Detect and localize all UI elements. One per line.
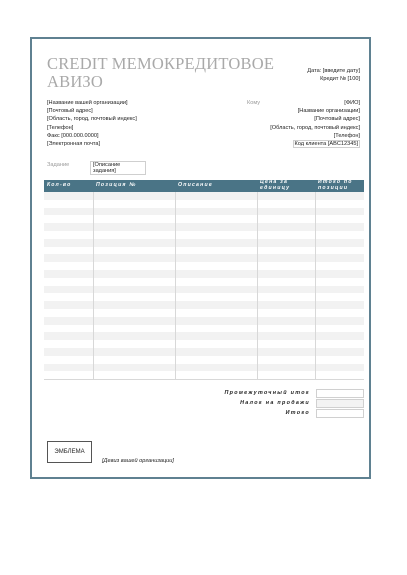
table-cell[interactable] xyxy=(175,286,257,294)
sender-fax[interactable]: Факс [000.000.0000] xyxy=(47,132,99,139)
sender-org-name[interactable]: [Название вашей организации] xyxy=(47,100,128,106)
table-cell[interactable] xyxy=(315,208,364,216)
table-cell[interactable] xyxy=(257,309,315,317)
total-row xyxy=(44,409,364,419)
table-cell[interactable] xyxy=(93,340,175,348)
table-cell[interactable] xyxy=(315,270,364,278)
table-cell[interactable] xyxy=(93,270,175,278)
table-cell[interactable] xyxy=(44,239,93,247)
table-cell[interactable] xyxy=(175,293,257,301)
table-cell[interactable] xyxy=(44,270,93,278)
table-cell[interactable] xyxy=(257,325,315,333)
table-cell[interactable] xyxy=(257,301,315,309)
table-cell[interactable] xyxy=(257,356,315,364)
credit-number[interactable]: Кредит № [100] xyxy=(320,76,360,82)
total-value[interactable] xyxy=(316,409,364,418)
table-cell[interactable] xyxy=(315,239,364,247)
table-cell[interactable] xyxy=(257,293,315,301)
table-cell[interactable] xyxy=(175,270,257,278)
table-cell[interactable] xyxy=(257,239,315,247)
document-title: CREDIT МЕМОКРЕДИТОВОЕ АВИЗО xyxy=(47,54,275,91)
recipient-address[interactable]: [Почтовый адрес] xyxy=(314,116,360,123)
table-row xyxy=(44,215,364,223)
table-row xyxy=(44,301,364,309)
table-cell[interactable] xyxy=(315,325,364,333)
table-cell[interactable] xyxy=(257,192,315,200)
table-cell[interactable] xyxy=(175,192,257,200)
table-cell[interactable] xyxy=(175,223,257,231)
table-cell[interactable] xyxy=(93,317,175,325)
table-cell[interactable] xyxy=(93,332,175,340)
table-cell[interactable] xyxy=(44,231,93,239)
job-description[interactable]: [Описание задания] xyxy=(90,161,146,175)
items-table xyxy=(44,180,364,380)
table-cell[interactable] xyxy=(175,332,257,340)
total-label: Итого xyxy=(285,410,310,416)
recipient-phone[interactable]: [Телефон] xyxy=(333,132,360,139)
table-row xyxy=(44,254,364,262)
tax-label: Налог на продажи xyxy=(240,400,310,406)
table-cell[interactable] xyxy=(315,200,364,208)
table-row xyxy=(44,247,364,255)
tax-value[interactable] xyxy=(316,399,364,408)
table-cell[interactable] xyxy=(257,208,315,216)
table-cell[interactable] xyxy=(44,364,93,372)
table-cell[interactable] xyxy=(257,340,315,348)
table-row xyxy=(44,270,364,278)
table-cell[interactable] xyxy=(257,270,315,278)
table-row xyxy=(44,371,364,379)
table-cell[interactable] xyxy=(315,223,364,231)
table-cell[interactable] xyxy=(93,215,175,223)
table-cell[interactable] xyxy=(44,223,93,231)
table-cell[interactable] xyxy=(175,364,257,372)
table-cell[interactable] xyxy=(315,364,364,372)
table-row xyxy=(44,192,364,200)
table-cell[interactable] xyxy=(93,371,175,379)
subtotal-row xyxy=(44,389,364,399)
table-cell[interactable] xyxy=(93,348,175,356)
table-row xyxy=(44,364,364,372)
table-cell[interactable] xyxy=(93,247,175,255)
table-cell[interactable] xyxy=(257,223,315,231)
table-cell[interactable] xyxy=(257,332,315,340)
job-label: Задание xyxy=(47,162,70,168)
subtotal-label: Промежуточный итог xyxy=(224,390,310,396)
table-row xyxy=(44,262,364,270)
table-cell[interactable] xyxy=(175,200,257,208)
table-cell[interactable] xyxy=(44,200,93,208)
table-cell[interactable] xyxy=(315,215,364,223)
recipient-region[interactable]: [Область, город, почтовый индекс] xyxy=(270,124,360,131)
table-cell[interactable] xyxy=(93,301,175,309)
table-cell[interactable] xyxy=(257,247,315,255)
table-cell[interactable] xyxy=(93,231,175,239)
table-cell[interactable] xyxy=(175,239,257,247)
table-cell[interactable] xyxy=(315,317,364,325)
table-header-row xyxy=(44,180,364,192)
col-item-number: Позиция № xyxy=(93,180,175,192)
recipient-label: Кому xyxy=(247,100,261,106)
table-cell[interactable] xyxy=(44,208,93,216)
table-cell[interactable] xyxy=(93,200,175,208)
sender-address[interactable]: [Почтовый адрес] xyxy=(47,108,93,115)
totals-block xyxy=(44,389,364,419)
table-cell[interactable] xyxy=(44,278,93,286)
table-cell[interactable] xyxy=(257,278,315,286)
table-cell[interactable] xyxy=(44,332,93,340)
table-cell[interactable] xyxy=(175,340,257,348)
table-cell[interactable] xyxy=(257,231,315,239)
table-cell[interactable] xyxy=(93,254,175,262)
table-row xyxy=(44,223,364,231)
table-cell[interactable] xyxy=(93,293,175,301)
sender-phone[interactable]: [Телефон] xyxy=(47,124,74,131)
sender-region[interactable]: [Область, город, почтовый индекс] xyxy=(47,116,137,123)
recipient-name[interactable]: [ФИО] xyxy=(344,100,360,106)
table-cell[interactable] xyxy=(175,325,257,333)
table-cell[interactable] xyxy=(44,192,93,200)
table-cell[interactable] xyxy=(93,239,175,247)
table-row xyxy=(44,325,364,333)
table-cell[interactable] xyxy=(175,208,257,216)
table-row xyxy=(44,340,364,348)
table-cell[interactable] xyxy=(257,200,315,208)
table-cell[interactable] xyxy=(93,356,175,364)
tax-row xyxy=(44,399,364,409)
table-cell[interactable] xyxy=(175,356,257,364)
table-cell[interactable] xyxy=(175,371,257,379)
table-row xyxy=(44,309,364,317)
col-unit-price: Цена за единицу xyxy=(257,180,315,192)
table-cell[interactable] xyxy=(315,286,364,294)
table-row xyxy=(44,317,364,325)
table-cell[interactable] xyxy=(257,254,315,262)
table-cell[interactable] xyxy=(175,262,257,270)
recipient-org-name[interactable]: [Название организации] xyxy=(297,108,360,115)
table-cell[interactable] xyxy=(93,192,175,200)
table-cell[interactable] xyxy=(315,293,364,301)
table-cell[interactable] xyxy=(315,340,364,348)
table-cell[interactable] xyxy=(44,262,93,270)
sender-block xyxy=(47,99,137,148)
subtotal-value[interactable] xyxy=(316,389,364,398)
col-description: Описание xyxy=(175,180,257,192)
table-row xyxy=(44,200,364,208)
table-cell[interactable] xyxy=(175,247,257,255)
table-cell[interactable] xyxy=(175,215,257,223)
table-cell[interactable] xyxy=(175,301,257,309)
table-cell[interactable] xyxy=(93,364,175,372)
table-cell[interactable] xyxy=(93,278,175,286)
table-cell[interactable] xyxy=(175,309,257,317)
table-row xyxy=(44,293,364,301)
table-cell[interactable] xyxy=(44,215,93,223)
table-cell[interactable] xyxy=(315,371,364,379)
table-cell[interactable] xyxy=(257,286,315,294)
table-cell[interactable] xyxy=(315,301,364,309)
table-cell[interactable] xyxy=(175,317,257,325)
table-cell[interactable] xyxy=(315,192,364,200)
date-field[interactable]: Дата: [введите дату] xyxy=(307,68,360,74)
table-cell[interactable] xyxy=(44,254,93,262)
table-cell[interactable] xyxy=(44,309,93,317)
table-cell[interactable] xyxy=(93,309,175,317)
table-cell[interactable] xyxy=(93,223,175,231)
recipient-block xyxy=(270,99,360,148)
table-cell[interactable] xyxy=(257,317,315,325)
table-cell[interactable] xyxy=(44,286,93,294)
table-cell[interactable] xyxy=(257,348,315,356)
col-line-total: Итого по позиции xyxy=(315,180,364,192)
table-cell[interactable] xyxy=(44,356,93,364)
table-cell[interactable] xyxy=(44,325,93,333)
table-cell[interactable] xyxy=(257,364,315,372)
table-cell[interactable] xyxy=(44,301,93,309)
table-cell[interactable] xyxy=(257,262,315,270)
table-cell[interactable] xyxy=(44,247,93,255)
table-row xyxy=(44,356,364,364)
table-row xyxy=(44,239,364,247)
table-row xyxy=(44,278,364,286)
col-qty: Кол-во xyxy=(44,180,93,192)
table-cell[interactable] xyxy=(315,332,364,340)
table-cell[interactable] xyxy=(44,348,93,356)
table-cell[interactable] xyxy=(175,231,257,239)
company-motto[interactable]: [Девиз вашей организации] xyxy=(102,458,174,464)
client-code[interactable]: Код клиента [ABC12345] xyxy=(294,141,358,148)
table-row xyxy=(44,332,364,340)
sender-email[interactable]: [Электронная почта] xyxy=(47,141,101,148)
table-cell[interactable] xyxy=(315,254,364,262)
table-cell[interactable] xyxy=(315,309,364,317)
table-cell[interactable] xyxy=(44,317,93,325)
items-table-body xyxy=(44,192,364,380)
table-cell[interactable] xyxy=(93,286,175,294)
table-cell[interactable] xyxy=(315,231,364,239)
table-cell[interactable] xyxy=(315,356,364,364)
table-cell[interactable] xyxy=(93,325,175,333)
table-cell[interactable] xyxy=(315,247,364,255)
table-cell[interactable] xyxy=(175,348,257,356)
table-cell[interactable] xyxy=(315,348,364,356)
table-cell[interactable] xyxy=(257,371,315,379)
table-cell[interactable] xyxy=(175,254,257,262)
table-row xyxy=(44,286,364,294)
logo-placeholder[interactable]: ЭМБЛЕМА xyxy=(47,441,92,463)
table-row xyxy=(44,231,364,239)
table-cell[interactable] xyxy=(44,371,93,379)
table-cell[interactable] xyxy=(93,262,175,270)
table-cell[interactable] xyxy=(93,208,175,216)
table-cell[interactable] xyxy=(44,340,93,348)
table-cell[interactable] xyxy=(315,262,364,270)
table-cell[interactable] xyxy=(44,293,93,301)
table-cell[interactable] xyxy=(175,278,257,286)
table-cell[interactable] xyxy=(257,215,315,223)
document-meta xyxy=(307,67,360,83)
table-cell[interactable] xyxy=(315,278,364,286)
table-row xyxy=(44,208,364,216)
table-row xyxy=(44,348,364,356)
